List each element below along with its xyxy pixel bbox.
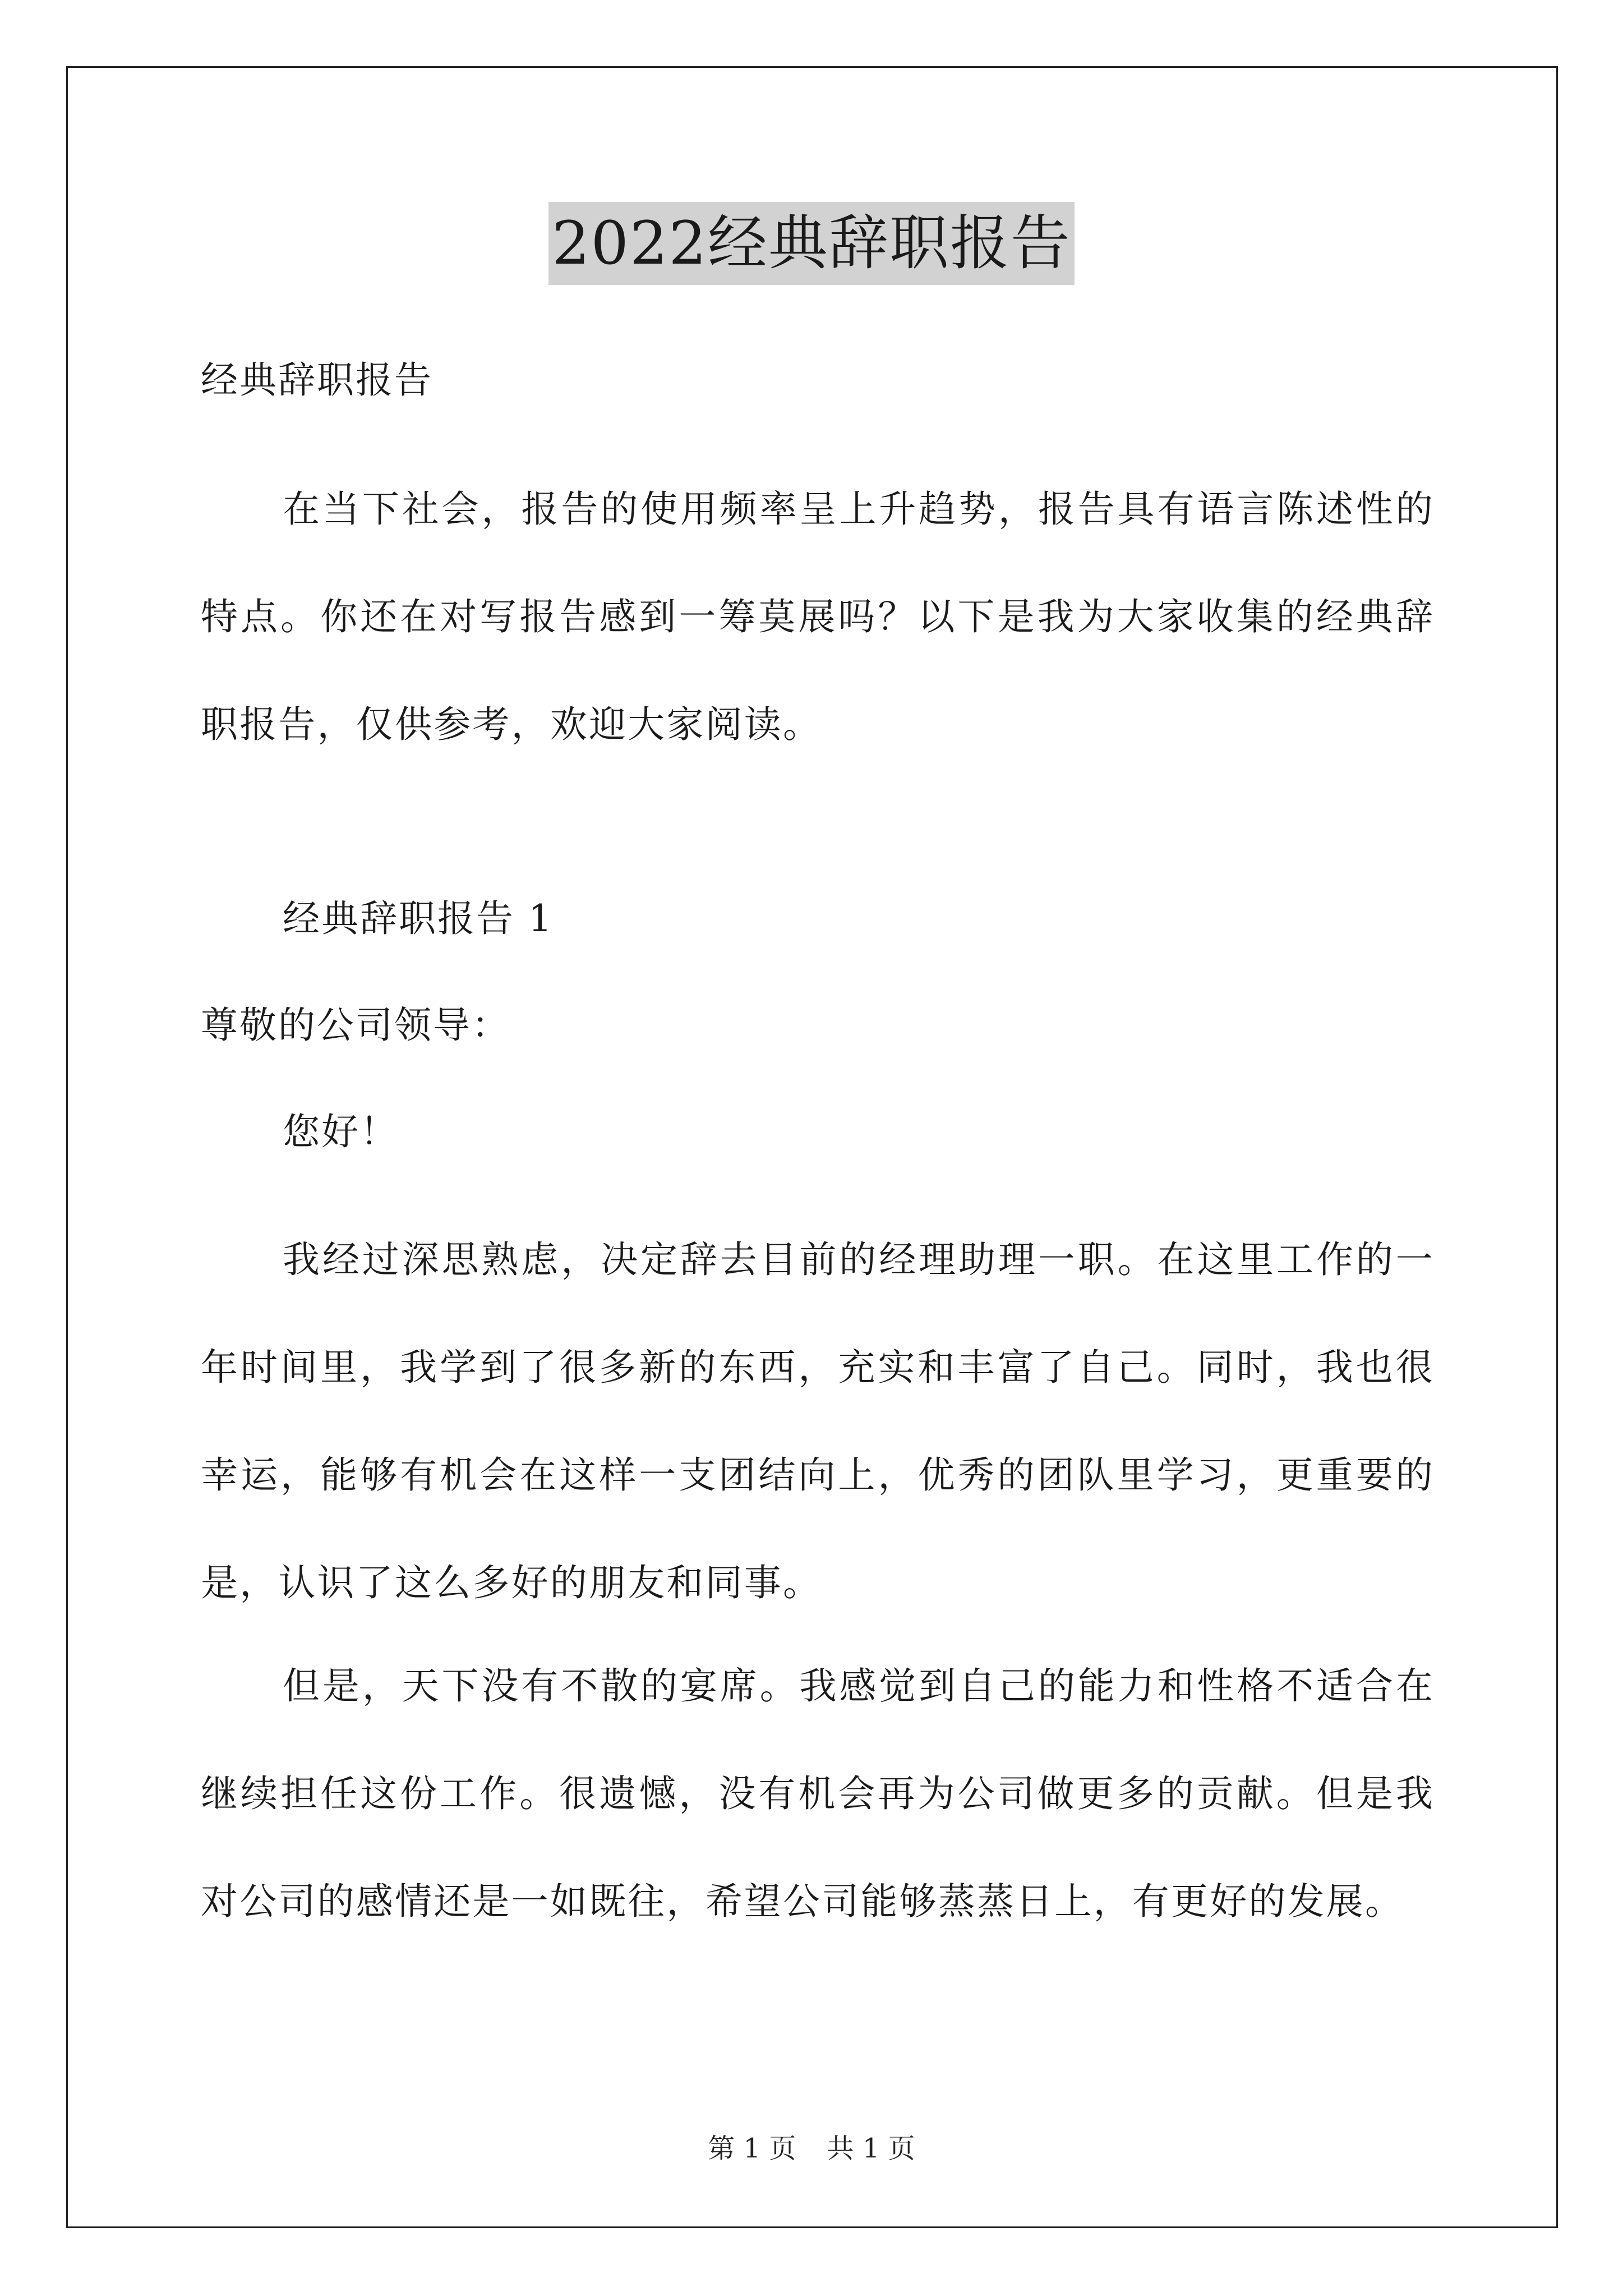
title-container — [0, 202, 1623, 285]
document-title: 2022经典辞职报告 — [548, 202, 1075, 285]
body-paragraph-1: 我经过深思熟虑，决定辞去目前的经理助理一职。在这里工作的一年时间里，我学到了很多新的东西，充实和丰富了自己。同时，我也很幸运，能够有机会在这样一支团结向上，优秀的团队里学习，更重要的是，认识了这么多好的朋友和同事。 — [201, 1238, 1435, 1604]
page-number: 第 1 页 — [708, 2133, 796, 2164]
body-paragraph-2: 但是，天下没有不散的宴席。我感觉到自己的能力和性格不适合在继续担任这份工作。很遗憾，没有机会再为公司做更多的贡献。但是我对公司的感情还是一如既往，希望公司能够蒸蒸日上，有更好的发展。 — [201, 1664, 1435, 1923]
page-footer — [0, 2132, 1623, 2165]
document-subtitle: 经典辞职报告 — [201, 358, 433, 402]
page-total: 共 1 页 — [827, 2133, 915, 2164]
intro-paragraph: 在当下社会，报告的使用频率呈上升趋势，报告具有语言陈述性的特点。你还在对写报告感到一筹莫展吗？以下是我为大家收集的经典辞职报告，仅供参考，欢迎大家阅读。 — [201, 487, 1435, 746]
salutation: 尊敬的公司领导： — [201, 1004, 510, 1047]
greeting: 您好！ — [283, 1110, 399, 1153]
section-heading: 经典辞职报告 1 — [283, 897, 554, 940]
